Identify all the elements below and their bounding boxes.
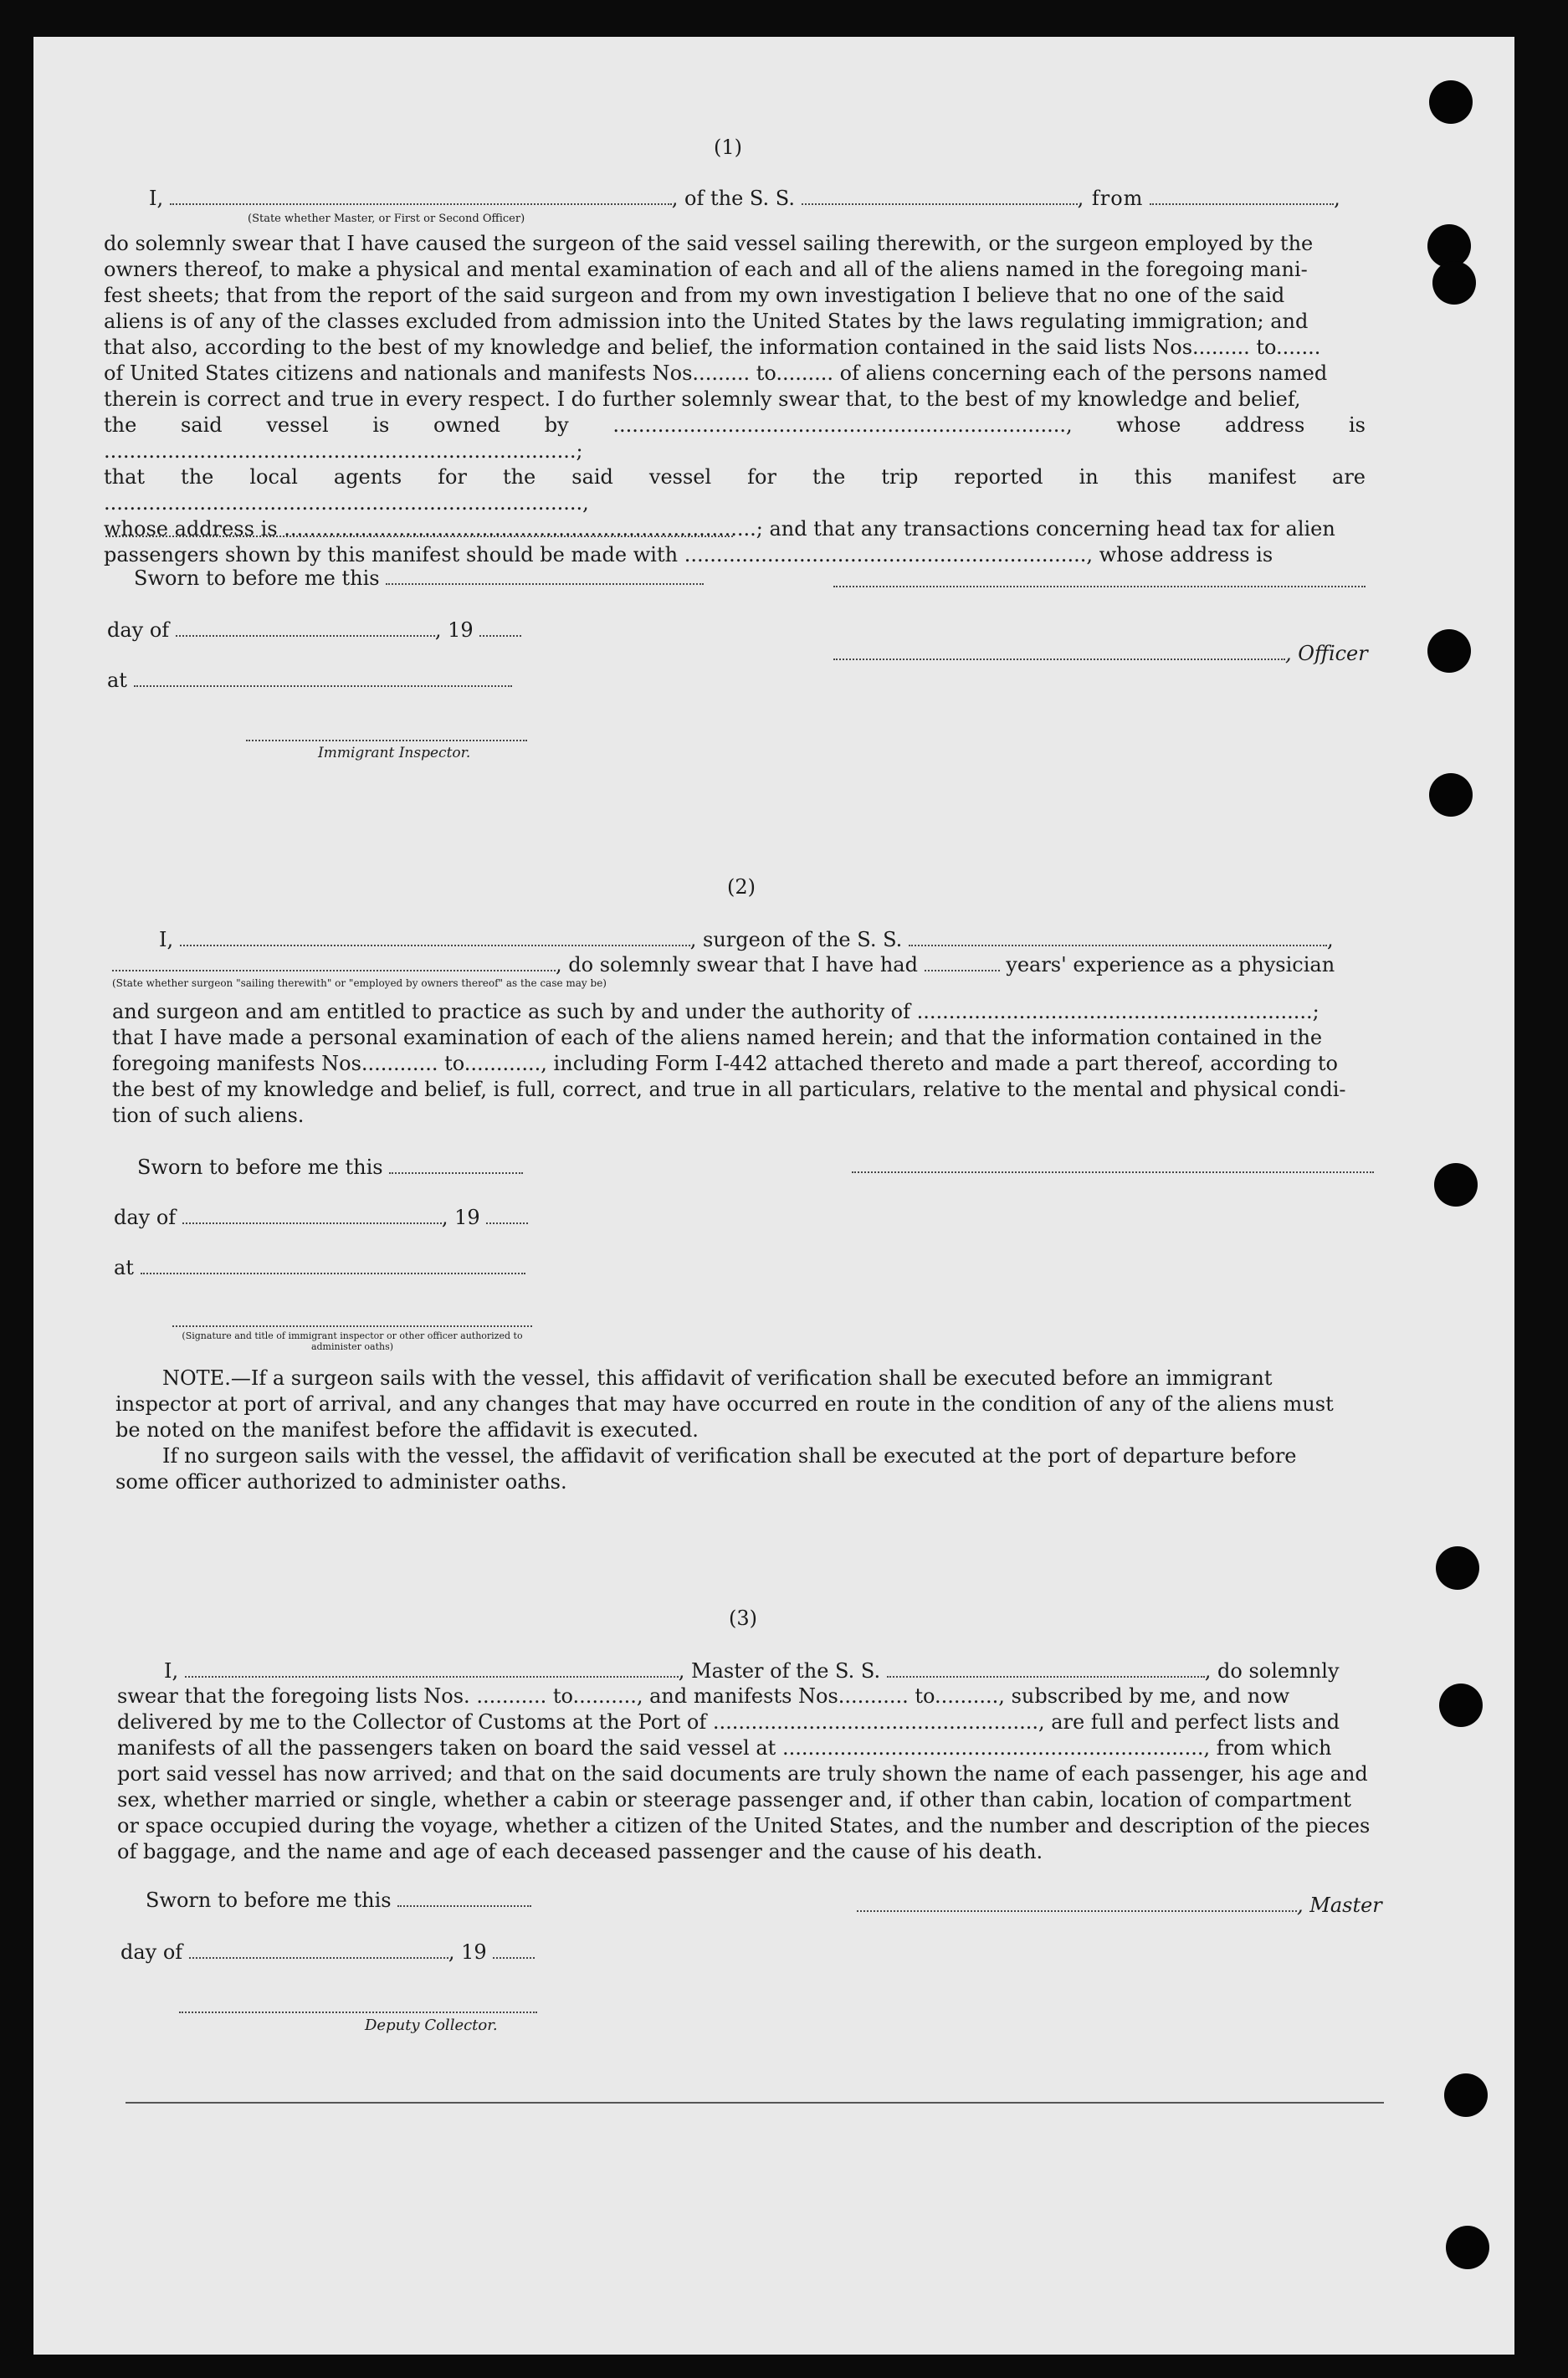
s1-role-hint: (State whether Master, or First or Second Officer) (248, 213, 525, 225)
s1-i-label: I, (149, 187, 164, 210)
s1-line1 (149, 186, 1364, 212)
punch-hole (1427, 629, 1471, 673)
s1-inspector-label: Immigrant Inspector. (318, 745, 471, 761)
s1-ship-field[interactable] (802, 188, 1078, 205)
s1-year-field[interactable] (479, 620, 521, 637)
s2-sworn-field[interactable] (389, 1157, 523, 1174)
s1-from-field[interactable] (1150, 188, 1334, 205)
s1-body-line: whose address is ..........................................................................; and that any transactions concerning head tax for alien (104, 517, 1335, 541)
s3-collector-label: Deputy Collector. (365, 2017, 498, 2034)
s1-sworn-label: Sworn to before me this (134, 566, 380, 590)
punch-hole (1429, 773, 1473, 817)
section-3-number: (3) (729, 1607, 757, 1630)
s2-at (114, 1255, 525, 1281)
s2-body-line: tion of such aliens. (112, 1104, 305, 1127)
s3-body-line: or space occupied during the voyage, whether a citizen of the United States, and the number and description of the pieces (117, 1814, 1371, 1837)
s2-dayof-label: day of (114, 1206, 177, 1229)
s1-body-line: that also, according to the best of my knowledge and belief, the information contained in the said lists Nos......... to....... (104, 336, 1321, 359)
s1-body-line: the said vessel is owned by ......................................................................., whose address is ..........................................................................; (104, 413, 1366, 463)
s3-dayof (120, 1940, 535, 1965)
s1-from-label: , from (1077, 187, 1144, 210)
s2-i-label: I, (159, 928, 174, 951)
s1-officer-field[interactable] (833, 643, 1285, 660)
s1-name-field[interactable] (170, 188, 672, 205)
punch-hole (1432, 261, 1476, 305)
punch-hole (1446, 2226, 1489, 2269)
bottom-rule (126, 2102, 1384, 2104)
s2-years-field[interactable] (925, 955, 1000, 971)
s3-body-line: delivered by me to the Collector of Customs at the Port of ..................................................., are full and perfect lists and (117, 1710, 1340, 1734)
s3-body-line: of baggage, and the name and age of each deceased passenger and the cause of his death. (117, 1840, 1043, 1863)
s3-master-line (857, 1893, 1382, 1919)
s3-ss-label: , Master of the S. S. (678, 1659, 881, 1683)
punch-hole (1444, 2073, 1488, 2117)
s1-officer-label: , Officer (1285, 642, 1368, 665)
section-2-number: (2) (727, 875, 756, 899)
s1-body-line: aliens is of any of the classes excluded from admission into the United States by the laws regulating immigration; and (104, 310, 1309, 333)
s2-line1 (159, 927, 1374, 953)
s1-address-field[interactable] (105, 536, 733, 537)
s3-swear-label: , do solemnly (1204, 1659, 1340, 1683)
s2-body-line: the best of my knowledge and belief, is full, correct, and true in all particulars, relative to the mental and physical condi- (112, 1078, 1346, 1101)
s1-officer-signature-field[interactable] (833, 586, 1366, 587)
s2-experience-label: years' experience as a physician (1006, 953, 1335, 976)
s1-at-label: at (107, 669, 127, 692)
s2-note-line: some officer authorized to administer oaths. (115, 1470, 567, 1494)
s3-body-line: swear that the foregoing lists Nos. ........... to.........., and manifests Nos........... to.........., subscribed by me, and now (117, 1684, 1290, 1708)
s2-body-line: foregoing manifests Nos............ to............, including Form I-442 attached thereto and made a part thereof, according to (112, 1052, 1338, 1075)
s1-at (107, 668, 512, 694)
s2-year-field[interactable] (486, 1207, 528, 1224)
s1-ss-label: , of the S. S. (671, 187, 795, 210)
s2-sig-hint: (Signature and title of immigrant inspector or other officer authorized to administer oaths) (182, 1330, 523, 1352)
s2-body (112, 999, 1374, 1129)
s3-year-label: , 19 (448, 1940, 487, 1964)
s2-swear-label: , do solemnly swear that I have had (556, 953, 918, 976)
s2-comma: , (1326, 928, 1334, 951)
s2-note (115, 1366, 1377, 1495)
s2-role-field[interactable] (112, 955, 556, 971)
s3-body (117, 1684, 1382, 1865)
s1-body-line: do solemnly swear that I have caused the surgeon of the said vessel sailing therewith, or the surgeon employed by the (104, 232, 1314, 255)
s2-at-field[interactable] (141, 1258, 525, 1274)
s1-body-line: of United States citizens and nationals and manifests Nos......... to......... of aliens concerning each of the persons named (104, 361, 1328, 385)
punch-hole (1429, 80, 1473, 124)
s1-year-label: , 19 (434, 618, 474, 642)
s2-body-line: and surgeon and am entitled to practice as such by and under the authority of ..............................................................; (112, 1000, 1319, 1023)
s2-body-line: that I have made a personal examination of each of the aliens named herein; and that the information contained in the (112, 1026, 1323, 1049)
s3-ship-field[interactable] (887, 1661, 1205, 1678)
s3-i-label: I, (164, 1659, 179, 1683)
s2-surgeon-signature-field[interactable] (852, 1171, 1374, 1173)
s1-day-field[interactable] (176, 620, 435, 637)
s2-year-label: , 19 (441, 1206, 480, 1229)
section-1-number: (1) (714, 136, 742, 159)
s1-body-line: owners thereof, to make a physical and mental examination of each and all of the aliens named in the foregoing mani- (104, 258, 1308, 281)
punch-hole (1436, 1546, 1479, 1590)
s3-name-field[interactable] (185, 1661, 679, 1678)
s2-note-line: inspector at port of arrival, and any changes that may have occurred en route in the condition of any of the aliens must (115, 1392, 1334, 1416)
s3-sworn (146, 1888, 531, 1914)
s2-inspector-signature-field[interactable] (172, 1325, 532, 1327)
s3-day-field[interactable] (189, 1942, 448, 1959)
s1-comma: , (1334, 187, 1340, 210)
s3-sworn-field[interactable] (397, 1890, 531, 1907)
s3-dayof-label: day of (120, 1940, 183, 1964)
s3-line1 (164, 1658, 1382, 1684)
s2-role-hint: (State whether surgeon "sailing therewith" or "employed by owners thereof" as the case may be) (112, 977, 607, 989)
s1-sworn-field[interactable] (386, 568, 704, 585)
s3-body-line: port said vessel has now arrived; and that on the said documents are truly shown the name of each passenger, his age and (117, 1762, 1368, 1786)
s3-body-line: manifests of all the passengers taken on board the said vessel at .................................................................., from which (117, 1736, 1332, 1760)
s1-body-line: fest sheets; that from the report of the said surgeon and from my own investigation I believe that no one of the said (104, 284, 1285, 307)
s1-inspector-signature-field[interactable] (246, 740, 527, 741)
s3-sworn-label: Sworn to before me this (146, 1889, 392, 1912)
s3-collector-signature-field[interactable] (179, 2012, 537, 2013)
s3-master-field[interactable] (857, 1895, 1297, 1912)
punch-hole (1434, 1163, 1478, 1207)
s1-at-field[interactable] (134, 670, 512, 687)
s1-body-line: that the local agents for the said vessel for the trip reported in this manifest are ..........................................................................., (104, 465, 1366, 515)
s2-name-field[interactable] (180, 930, 690, 946)
s2-ss-label: , surgeon of the S. S. (689, 928, 903, 951)
s2-sworn-label: Sworn to before me this (137, 1156, 383, 1179)
s2-note-line: NOTE.—If a surgeon sails with the vessel, this affidavit of verification shall be executed before an immigrant (162, 1366, 1273, 1390)
s1-dayof (107, 618, 521, 643)
s1-sworn (134, 566, 704, 592)
s2-line2 (112, 952, 1376, 978)
punch-hole (1439, 1684, 1483, 1727)
s2-dayof (114, 1205, 528, 1231)
s2-day-field[interactable] (182, 1207, 442, 1224)
s1-body-line: passengers shown by this manifest should be made with ..............................................................., whose address is (104, 543, 1273, 566)
s2-sworn (137, 1155, 523, 1181)
s3-year-field[interactable] (493, 1942, 535, 1959)
s2-ship-field[interactable] (909, 930, 1327, 946)
s2-at-label: at (114, 1256, 134, 1279)
s2-note-line: be noted on the manifest before the affidavit is executed. (115, 1418, 699, 1442)
s1-dayof-label: day of (107, 618, 170, 642)
s2-note-line: If no surgeon sails with the vessel, the affidavit of verification shall be executed at the port of departure before (162, 1444, 1297, 1468)
s3-master-label: , Master (1297, 1894, 1382, 1917)
s3-body-line: sex, whether married or single, whether a cabin or steerage passenger and, if other than cabin, location of compartment (117, 1788, 1351, 1812)
s1-officer-line (833, 641, 1368, 667)
s1-body (104, 231, 1366, 568)
s1-body-line: therein is correct and true in every respect. I do further solemnly swear that, to the best of my knowledge and belief, (104, 387, 1301, 411)
